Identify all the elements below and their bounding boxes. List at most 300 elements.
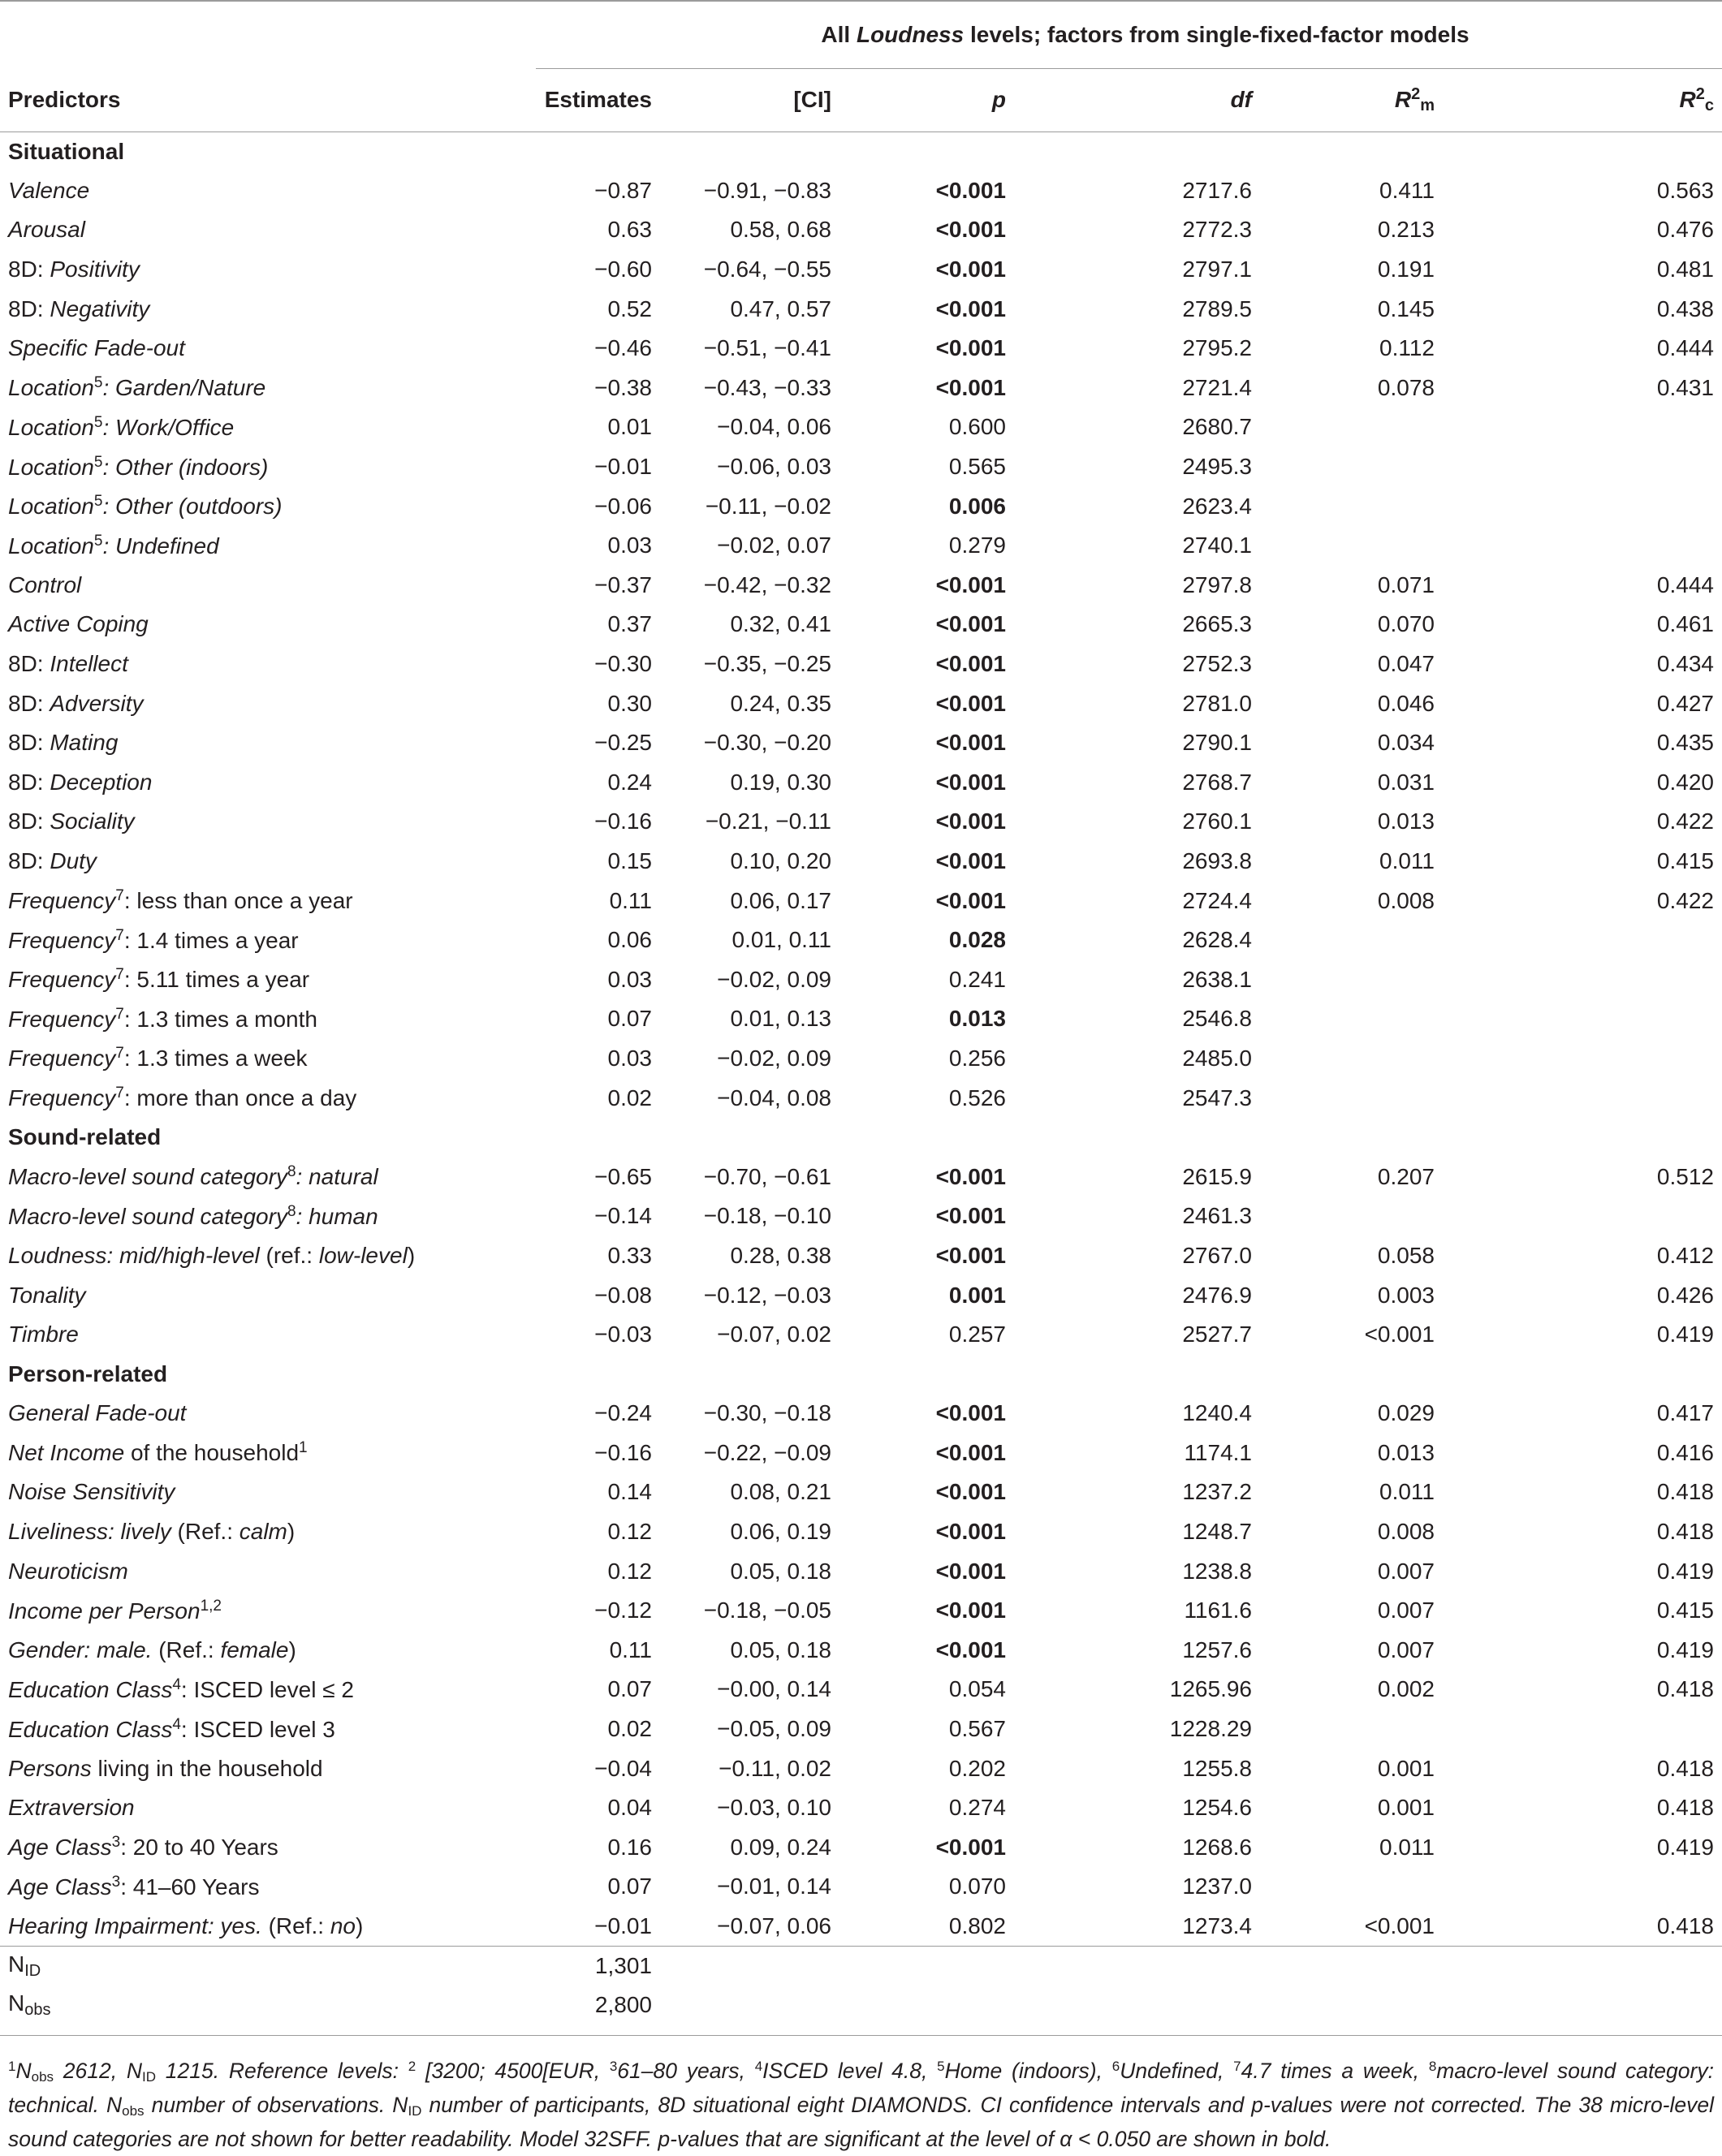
ci-cell: 0.06, 0.17 [730,887,831,913]
footnote-text: ISCED level 4.8, [762,2058,938,2083]
header-df: df [1129,68,1340,132]
estimate-cell: −0.08 [594,1282,652,1308]
footnote-marker: 3 [111,1834,121,1852]
df-cell: 2721.4 [1182,374,1252,400]
estimate-cell: 0.16 [607,1834,652,1860]
predictor-cell [0,1631,536,1671]
ci-cell: 0.01, 0.13 [730,1006,831,1032]
p-value-cell: <0.001 [935,1439,1006,1465]
predictor-cell [0,645,536,684]
predictor-text: 8D: [8,257,50,282]
p-value-cell: <0.001 [935,769,1006,795]
estimate-cell: −0.16 [594,808,652,834]
ci-cell: −0.02, 0.09 [717,966,831,992]
predictor-text: : Other (outdoors) [102,494,283,520]
predictor-text: Frequency [8,1046,116,1072]
df-cell: 1174.1 [1184,1439,1252,1465]
r2m-cell [1340,1867,1526,1907]
footnote-text: 8 [1428,2058,1437,2074]
predictor-text: Persons [8,1755,92,1781]
ci-cell: −0.43, −0.33 [703,374,831,400]
p-value-cell: <0.001 [935,1636,1006,1662]
df-cell: 2485.0 [1182,1045,1252,1071]
footnote-text: 3 [609,2058,618,2074]
table-row [0,1907,1722,1947]
ci-cell: −0.51, −0.41 [703,335,831,361]
r2c-cell [1526,999,1722,1039]
p-value-cell: 0.054 [948,1676,1006,1702]
p-value-cell: 0.526 [948,1084,1006,1110]
predictor-cell [0,486,536,526]
predictor-cell [0,289,536,329]
table-row [0,486,1722,526]
count-value: 2,800 [594,1992,652,2018]
table-row [0,1078,1722,1118]
predictor-cell [0,171,536,211]
predictor-cell [0,1670,536,1710]
footnote-text: ID [142,2068,157,2085]
p-value-cell: 0.202 [948,1755,1006,1781]
count-row [0,1986,1722,2025]
table-row [0,407,1722,447]
table-row [0,1867,1722,1907]
p-value-cell: 0.600 [948,414,1006,440]
section-header-row [0,132,1722,171]
table-row [0,881,1722,921]
predictor-cell [0,1473,536,1512]
p-value-cell: 0.001 [948,1282,1006,1308]
predictor-text: Frequency [8,967,116,993]
r2c-cell: 0.444 [1656,571,1714,597]
r2c-cell: 0.419 [1656,1558,1714,1584]
predictor-text: ) [287,1519,296,1545]
predictor-text: : human [296,1203,378,1229]
r2c-cell: 0.431 [1656,374,1714,400]
estimate-cell: 0.04 [607,1795,652,1821]
p-value-cell: <0.001 [935,1242,1006,1268]
estimate-cell: 0.01 [607,414,652,440]
table-row [0,1315,1722,1355]
r2c-cell: 0.426 [1656,1282,1714,1308]
r2c-cell [1526,486,1722,526]
r2m-cell: 0.411 [1379,177,1435,203]
r2c-cell: 0.415 [1656,847,1714,873]
predictor-text: Location [8,375,94,401]
footnote-marker: 5 [93,374,103,392]
ci-cell: 0.10, 0.20 [730,847,831,873]
group-header-row [0,2,1722,68]
df-cell: 2797.8 [1182,571,1252,597]
predictor-text: : 5.11 times a year [123,967,310,993]
count-label [0,1986,536,2025]
header-r2m: $R^2_m$ [1340,68,1526,132]
ci-cell: −0.21, −0.11 [705,808,831,834]
count-label [0,1946,536,1986]
r2c-cell: 0.417 [1656,1400,1714,1426]
footnote-text: 4 [754,2058,763,2074]
r2c-cell [1526,1197,1722,1236]
footnote-text: number of observations. N [144,2092,408,2117]
r2c-cell: 0.418 [1656,1912,1714,1938]
df-cell: 1255.8 [1182,1755,1252,1781]
predictor-text: : Undefined [102,533,219,558]
section-title: Sound-related [8,1124,162,1150]
r2m-cell: 0.001 [1377,1755,1435,1781]
p-value-cell: <0.001 [935,808,1006,834]
p-value-cell: <0.001 [935,887,1006,913]
predictor-text: Location [8,414,94,440]
r2c-cell: 0.422 [1656,808,1714,834]
df-cell: 2527.7 [1182,1322,1252,1348]
r2c-cell: 0.419 [1656,1834,1714,1860]
p-value-cell: <0.001 [935,335,1006,361]
table-row [0,1788,1722,1828]
predictor-text: Gender: male. [8,1636,153,1662]
p-value-cell: <0.001 [935,847,1006,873]
predictor-text: : Other (indoors) [102,454,269,480]
p-value-cell: <0.001 [935,1834,1006,1860]
r2m-cell: 0.145 [1377,295,1435,321]
predictor-cell [0,802,536,842]
df-cell: 2781.0 [1182,690,1252,716]
predictor-cell [0,447,536,487]
df-cell: 1265.96 [1169,1676,1252,1702]
p-value-cell: <0.001 [935,1400,1006,1426]
predictor-cell [0,1907,536,1947]
ci-cell: −0.05, 0.09 [717,1716,831,1742]
footnote-text: Home (indoors), [944,2058,1112,2083]
predictor-text: General Fade-out [8,1400,187,1426]
count-label-base: N [8,1951,25,1977]
footnote-text: 2 [408,2058,416,2074]
df-cell: 2795.2 [1182,335,1252,361]
p-value-cell: 0.241 [948,966,1006,992]
count-label-sub: obs [24,2001,51,2020]
estimate-cell: 0.14 [607,1479,652,1505]
predictor-text: Specific Fade-out [8,335,185,361]
table-row [0,959,1722,999]
footnote-marker: 3 [111,1873,121,1891]
footnote-marker: 5 [93,532,103,550]
predictor-text: Mating [50,730,119,756]
df-cell: 1237.2 [1182,1479,1252,1505]
estimate-cell: −0.06 [594,493,652,519]
footnote-marker: 7 [115,887,124,905]
predictor-cell [0,1867,536,1907]
footnote-marker: 8 [287,1163,296,1181]
r2c-cell [1526,1710,1722,1749]
table-row [0,171,1722,211]
footnote-text: 1 [8,2058,16,2074]
ci-cell: 0.08, 0.21 [730,1479,831,1505]
p-value-cell: 0.802 [948,1912,1006,1938]
r2c-cell [1526,921,1722,960]
r2m-cell: 0.007 [1377,1636,1435,1662]
predictor-cell [0,959,536,999]
predictor-cell [0,250,536,290]
predictor-text: Duty [50,847,97,873]
ci-cell: −0.06, 0.03 [717,454,831,480]
predictor-cell [0,1315,536,1355]
predictor-text: Neuroticism [8,1558,128,1584]
r2c-cell [1526,1039,1722,1079]
ci-cell: 0.06, 0.19 [730,1519,831,1545]
ci-cell: −0.04, 0.08 [717,1084,831,1110]
predictor-text: Positivity [50,257,140,282]
estimate-cell: 0.24 [607,769,652,795]
count-value: 1,301 [536,1946,674,1986]
ci-cell: −0.35, −0.25 [703,651,831,677]
r2m-cell: 0.008 [1377,1519,1435,1545]
r2m-cell [1340,486,1526,526]
r2c-cell: 0.563 [1656,177,1714,203]
predictor-cell [0,1078,536,1118]
predictor-text: ) [355,1912,364,1938]
footnote-marker: 5 [93,493,103,511]
r2m-cell: 0.047 [1377,651,1435,677]
table-footnote [0,2035,1722,2154]
df-cell: 2740.1 [1182,533,1252,558]
predictor-cell [0,1197,536,1236]
predictor-text: living in the household [91,1755,323,1781]
r2m-cell: 0.071 [1377,571,1435,597]
r2m-cell: 0.112 [1379,335,1435,361]
r2m-cell: <0.001 [1364,1912,1435,1938]
r2m-cell [1340,1710,1526,1749]
table-row [0,329,1722,369]
predictor-text: (ref.: [259,1242,319,1268]
ci-cell: −0.64, −0.55 [703,257,831,282]
p-value-cell: <0.001 [935,177,1006,203]
predictor-text: 8D: [8,847,50,873]
footnote-marker: 7 [115,966,124,984]
p-value-cell: <0.001 [935,571,1006,597]
predictor-cell [0,1591,536,1631]
r2c-cell [1526,447,1722,487]
r2c-cell: 0.422 [1656,887,1714,913]
r2c-cell: 0.420 [1656,769,1714,795]
estimate-cell: −0.01 [594,454,652,480]
footnote-text: obs [31,2068,54,2085]
predictor-text: Age Class [8,1835,112,1861]
estimate-cell: 0.03 [607,966,652,992]
r2m-cell: 0.008 [1377,887,1435,913]
table-row [0,763,1722,803]
table-row [0,802,1722,842]
table-row [0,210,1722,250]
r2m-cell: 0.191 [1377,257,1435,282]
df-cell: 2797.1 [1182,257,1252,282]
r2m-cell: 0.007 [1377,1558,1435,1584]
predictor-text: 8D: [8,690,50,716]
df-cell: 1228.29 [1169,1716,1252,1742]
r2c-cell: 0.435 [1656,730,1714,756]
predictor-text: no [330,1912,356,1938]
table-row [0,1591,1722,1631]
predictor-cell [0,407,536,447]
predictor-text: : ISCED level ≤ 2 [180,1676,354,1702]
predictor-text: Location [8,533,94,558]
estimate-cell: −0.01 [594,1912,652,1938]
r2m-cell: 0.070 [1377,611,1435,637]
table-row [0,605,1722,645]
estimate-cell: 0.03 [607,533,652,558]
table-row [0,447,1722,487]
footnote-marker: 1 [299,1439,308,1457]
estimate-cell: 0.12 [607,1519,652,1545]
estimate-cell: 0.07 [607,1874,652,1899]
estimate-cell: −0.30 [594,651,652,677]
ci-cell: −0.30, −0.18 [703,1400,831,1426]
table-row [0,250,1722,290]
footnote-marker: 5 [93,413,103,431]
footnote-text: 61–80 years, [617,2058,755,2083]
estimate-cell: −0.60 [594,257,652,282]
footnote-marker: 7 [115,1005,124,1023]
df-cell: 1268.6 [1182,1834,1252,1860]
table-row [0,1197,1722,1236]
predictor-cell [0,210,536,250]
df-cell: 1240.4 [1182,1400,1252,1426]
df-cell: 2495.3 [1182,454,1252,480]
df-cell: 2476.9 [1182,1282,1252,1308]
footnote-text: 6 [1111,2058,1120,2074]
p-value-cell: <0.001 [935,1203,1006,1229]
r2m-cell: 0.029 [1377,1400,1435,1426]
header-ci: [CI] [674,68,893,132]
table-row [0,566,1722,606]
ci-cell: −0.91, −0.83 [703,177,831,203]
predictor-cell [0,683,536,723]
df-cell: 1161.6 [1184,1598,1252,1623]
p-value-cell: 0.028 [948,927,1006,953]
estimate-cell: 0.37 [607,611,652,637]
estimate-cell: −0.03 [594,1322,652,1348]
predictor-cell [0,1394,536,1434]
table-row [0,683,1722,723]
predictor-cell [0,1710,536,1749]
r2m-cell [1340,1039,1526,1079]
estimate-cell: −0.16 [594,1439,652,1465]
ci-cell: −0.02, 0.07 [717,533,831,558]
ci-cell: 0.32, 0.41 [730,611,831,637]
footnote-text: [3200; 4500[EUR, [416,2058,610,2083]
predictor-text: Frequency [8,1085,116,1111]
r2m-cell: 0.007 [1377,1598,1435,1623]
footnote-marker: 8 [287,1202,296,1220]
footnote-text: 4.7 times a week, [1241,2058,1429,2083]
table-row [0,526,1722,566]
r2m-cell [1340,1078,1526,1118]
predictor-cell [0,369,536,408]
r2c-cell: 0.418 [1656,1479,1714,1505]
r2m-cell [1340,999,1526,1039]
predictor-text: Location [8,494,94,520]
r2c-cell [1526,407,1722,447]
table-row [0,1710,1722,1749]
predictor-text: Income per Person [8,1598,201,1623]
section-title: Situational [8,138,125,164]
table-row [0,1275,1722,1315]
predictor-cell [0,1039,536,1079]
ci-cell: −0.02, 0.09 [717,1045,831,1071]
p-value-cell: <0.001 [935,611,1006,637]
predictor-cell [0,1828,536,1868]
table-row [0,1749,1722,1788]
header-predictors: Predictors [0,68,536,132]
predictor-text: : ISCED level 3 [180,1716,335,1742]
df-cell: 1238.8 [1182,1558,1252,1584]
df-cell: 2693.8 [1182,847,1252,873]
p-value-cell: 0.565 [948,454,1006,480]
p-value-cell: 0.279 [948,533,1006,558]
r2c-cell: 0.427 [1656,690,1714,716]
r2c-cell: 0.412 [1656,1242,1714,1268]
estimate-cell: −0.87 [594,177,652,203]
table-row [0,1394,1722,1434]
section-header-row [0,1118,1722,1158]
p-value-cell: <0.001 [935,1163,1006,1189]
table-row [0,1631,1722,1671]
r2c-cell [1526,1867,1722,1907]
ci-cell: −0.18, −0.10 [703,1203,831,1229]
footnote-marker: 4 [172,1715,181,1733]
estimate-cell: −0.24 [594,1400,652,1426]
ci-cell: 0.19, 0.30 [730,769,831,795]
r2m-cell [1340,959,1526,999]
footnote-text: ID [408,2102,422,2119]
estimate-cell: 0.15 [607,847,652,873]
estimate-cell: −0.12 [594,1598,652,1623]
predictor-text: : 20 to 40 Years [120,1835,278,1861]
df-cell: 2680.7 [1182,414,1252,440]
p-value-cell: 0.006 [948,493,1006,519]
df-cell: 2767.0 [1182,1242,1252,1268]
section-header-row [0,1354,1722,1394]
predictor-text: 8D: [8,651,50,677]
group-header-title: All Loudness levels; factors from single-fixed-factor models [536,2,1722,68]
footnote-text: 5 [937,2058,945,2074]
header-r2c: $R^2_c$ [1526,68,1722,132]
predictor-text: : 1.3 times a week [123,1046,308,1072]
predictor-text: Macro-level sound category [8,1164,287,1190]
r2m-cell: 0.003 [1377,1282,1435,1308]
column-header-row [0,68,1722,132]
r2m-cell: 0.011 [1379,847,1435,873]
header-p: p [893,68,1129,132]
df-cell: 2768.7 [1182,769,1252,795]
df-cell: 1237.0 [1182,1874,1252,1899]
p-value-cell: <0.001 [935,1558,1006,1584]
r2m-cell: 0.078 [1377,374,1435,400]
predictor-text: Macro-level sound category [8,1203,287,1229]
df-cell: 2638.1 [1182,966,1252,992]
estimate-cell: 0.02 [607,1084,652,1110]
predictor-text: Extraversion [8,1795,135,1821]
predictor-text: : less than once a year [123,888,353,914]
estimate-cell: −0.04 [594,1755,652,1781]
table-row [0,1157,1722,1197]
table-row [0,1512,1722,1552]
predictor-text: Control [8,571,82,597]
p-value-cell: 0.070 [948,1874,1006,1899]
predictor-text: : 41–60 Years [120,1874,260,1899]
table-row [0,1551,1722,1591]
df-cell: 2717.6 [1182,177,1252,203]
table-row [0,1039,1722,1079]
predictor-text: Frequency [8,1006,116,1032]
df-cell: 2623.4 [1182,493,1252,519]
